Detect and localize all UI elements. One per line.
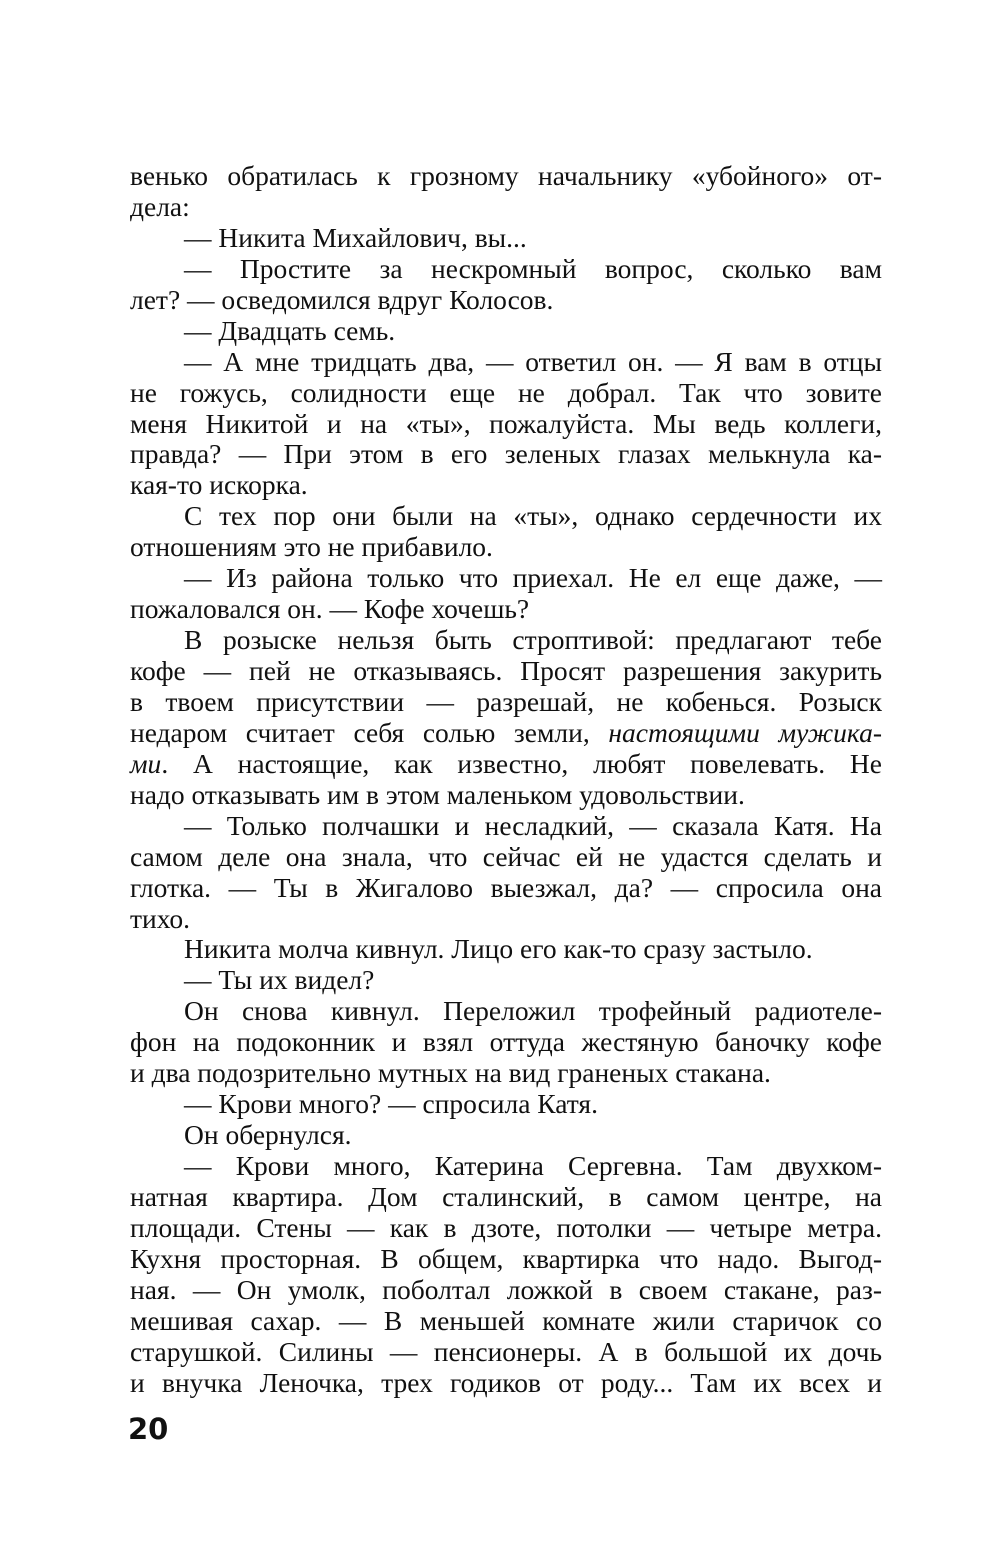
- text-line: отношениям это не прибавило.: [130, 531, 493, 563]
- text-line: фон на подоконник и взял оттуда жестяную баночку кофе: [130, 1026, 882, 1058]
- text-line: глотка. — Ты в Жигалово выезжал, да? — спросила она: [130, 871, 882, 903]
- text-line: и два подозрительно мутных на вид граненых стакана.: [130, 1057, 771, 1089]
- text-line: венько обратилась к грозному начальнику «убойного» от-: [130, 160, 882, 191]
- text-line: площади. Стены — как в дзоте, потолки — четыре метра.: [130, 1211, 882, 1243]
- text-line: [130, 749, 882, 780]
- text-line: ная. — Он умолк, поболтал ложкой в своем стакане, раз-: [130, 1273, 882, 1305]
- text-line: тихо.: [130, 902, 191, 934]
- text-line: самом деле она знала, что сейчас ей не удастся сделать и: [130, 840, 882, 872]
- text-line: не гожусь, солидности еще не добрал. Так что зовите: [130, 376, 882, 408]
- text-line: в твоем присутствии — разрешай, не кобенься. Розыск: [130, 685, 882, 717]
- text-line: Никита молча кивнул. Лицо его как-то сразу застыло.: [184, 933, 813, 965]
- text-line: правда? — При этом в его зеленых глазах мелькнула ка-: [130, 438, 882, 470]
- text-line: — Никита Михайлович, вы...: [184, 221, 527, 253]
- text-line: надо отказывать им в этом маленьком удовольствии.: [130, 778, 745, 810]
- text-line: натная квартира. Дом сталинский, в самом центре, на: [130, 1180, 882, 1212]
- text-line: — Только полчашки и несладкий, — сказала Катя. На: [184, 809, 882, 841]
- text-line: кофе — пей не отказываясь. Просят разрешения закурить: [130, 655, 882, 686]
- text-line: — Из района только что приехал. Не ел еще даже, —: [184, 562, 882, 594]
- text-line: Кухня просторная. В общем, квартирка что надо. Выгод-: [130, 1242, 882, 1274]
- text-line: В розыске нельзя быть строптивой: предлагают тебе: [184, 624, 882, 656]
- text-line: — Простите за нескромный вопрос, сколько вам: [184, 252, 882, 284]
- text-line: [130, 718, 882, 749]
- text-line: лет? — осведомился вдруг Колосов.: [130, 283, 554, 315]
- text-line: С тех пор они были на «ты», однако сердечности их: [184, 500, 882, 532]
- page-number: 20: [128, 1412, 169, 1446]
- text-segment: недаром считает себя солью земли,: [130, 716, 590, 748]
- text-line: дела:: [130, 190, 190, 222]
- italic-phrase: настоящими мужика-: [608, 716, 883, 748]
- text-line: Он обернулся.: [184, 1119, 352, 1151]
- text-line: — А мне тридцать два, — ответил он. — Я вам в отцы: [184, 345, 882, 377]
- italic-phrase: ми: [130, 747, 162, 779]
- text-line: мешивая сахар. — В меньшей комнате жили старичок со: [130, 1304, 882, 1336]
- text-line: Он снова кивнул. Переложил трофейный радиотеле-: [184, 995, 882, 1027]
- text-line: — Двадцать семь.: [184, 314, 396, 346]
- text-line: кая-то искорка.: [130, 469, 308, 501]
- text-line: меня Никитой и на «ты», пожалуйста. Мы ведь коллеги,: [130, 407, 882, 439]
- text-line: — Крови много? — спросила Катя.: [184, 1088, 598, 1120]
- text-line: пожаловался он. — Кофе хочешь?: [130, 593, 530, 625]
- body-text: [130, 161, 882, 1399]
- text-line: — Крови много, Катерина Сергевна. Там двухком-: [184, 1150, 882, 1181]
- text-segment: . А настоящие, как известно, любят повелевать. Не: [161, 747, 882, 779]
- text-line: — Ты их видел?: [184, 964, 375, 996]
- text-line: старушкой. Силины — пенсионеры. А в большой их дочь: [130, 1335, 882, 1367]
- text-line: и внучка Леночка, трех годиков от роду... Там их всех и: [130, 1366, 882, 1398]
